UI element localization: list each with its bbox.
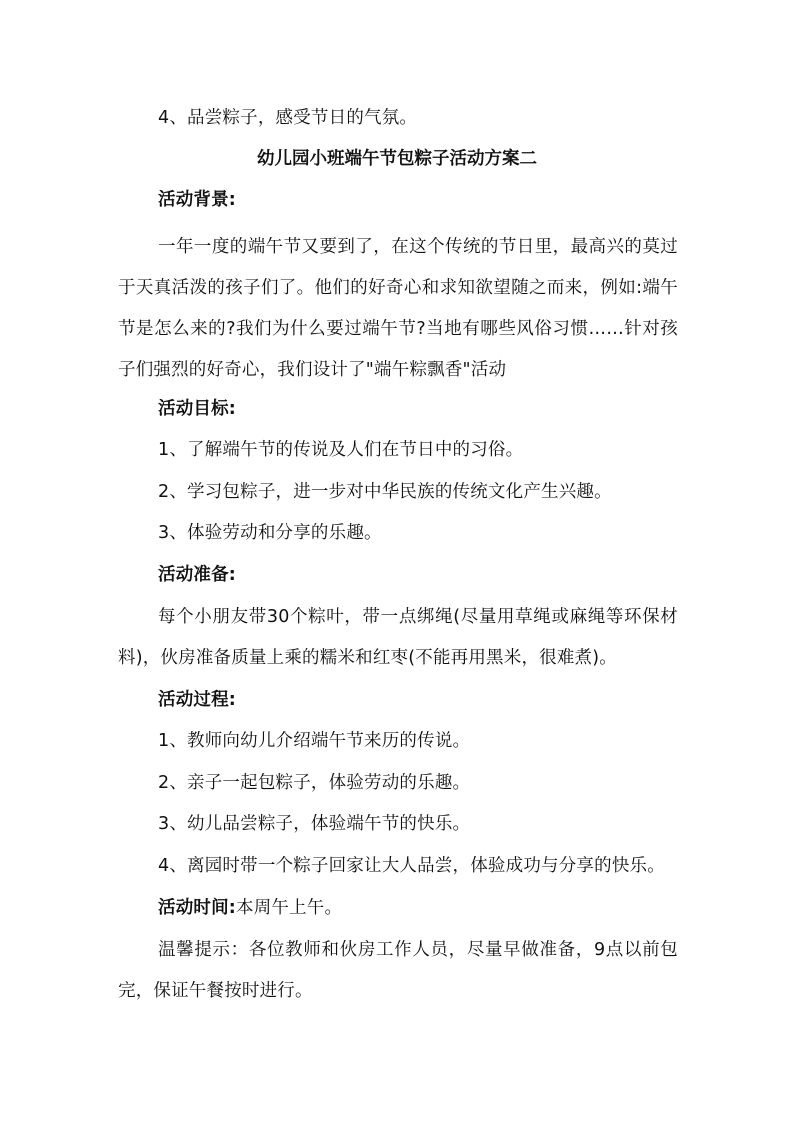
- document-title: 幼儿园小班端午节包粽子活动方案二: [257, 149, 537, 169]
- background-paragraph: 一年一度的端午节又要到了，在这个传统的节日里，最高兴的莫过于天真活泼的孩子们了。他们的好奇心和求知欲望随之而来，例如:端午节是怎么来的?我们为什么要过端午节?当地有哪些风俗习惯……针对孩子们强烈的好奇心，我们设计了"端午粽飘香"活动: [118, 237, 678, 380]
- process-item-4: 4、离园时带一个粽子回家让大人品尝，体验成功与分享的快乐。: [158, 856, 665, 876]
- time-line: [158, 896, 342, 920]
- tip-paragraph: 温馨提示：各位教师和伙房工作人员，尽量早做准备，9点以前包完，保证午餐按时进行。: [118, 940, 678, 1001]
- process-item-2: 2、亲子一起包粽子，体验劳动的乐趣。: [158, 773, 471, 793]
- goal-item-1: 1、了解端午节的传说及人们在节日中的习俗。: [158, 440, 524, 460]
- preparation-paragraph: 每个小朋友带30个粽叶，带一点绑绳(尽量用草绳或麻绳等环保材料)，伙房准备质量上乘的糯米和红枣(不能再用黑米，很难煮)。: [118, 607, 678, 668]
- process-heading: 活动过程:: [158, 690, 236, 710]
- goal-item-3: 3、体验劳动和分享的乐趣。: [158, 523, 382, 543]
- background-heading: 活动背景:: [158, 190, 236, 210]
- prev-list-item-4: 4、品尝粽子，感受节日的气氛。: [158, 108, 418, 128]
- process-item-3: 3、幼儿品尝粽子，体验端午节的快乐。: [158, 814, 471, 834]
- goals-heading: 活动目标:: [158, 399, 236, 419]
- time-heading: 活动时间:: [158, 898, 236, 918]
- time-value: 本周午上午。: [236, 898, 343, 918]
- preparation-heading: 活动准备:: [158, 565, 236, 585]
- goal-item-2: 2、学习包粽子，进一步对中华民族的传统文化产生兴趣。: [158, 482, 612, 502]
- process-item-1: 1、教师向幼儿介绍端午节来历的传说。: [158, 731, 471, 751]
